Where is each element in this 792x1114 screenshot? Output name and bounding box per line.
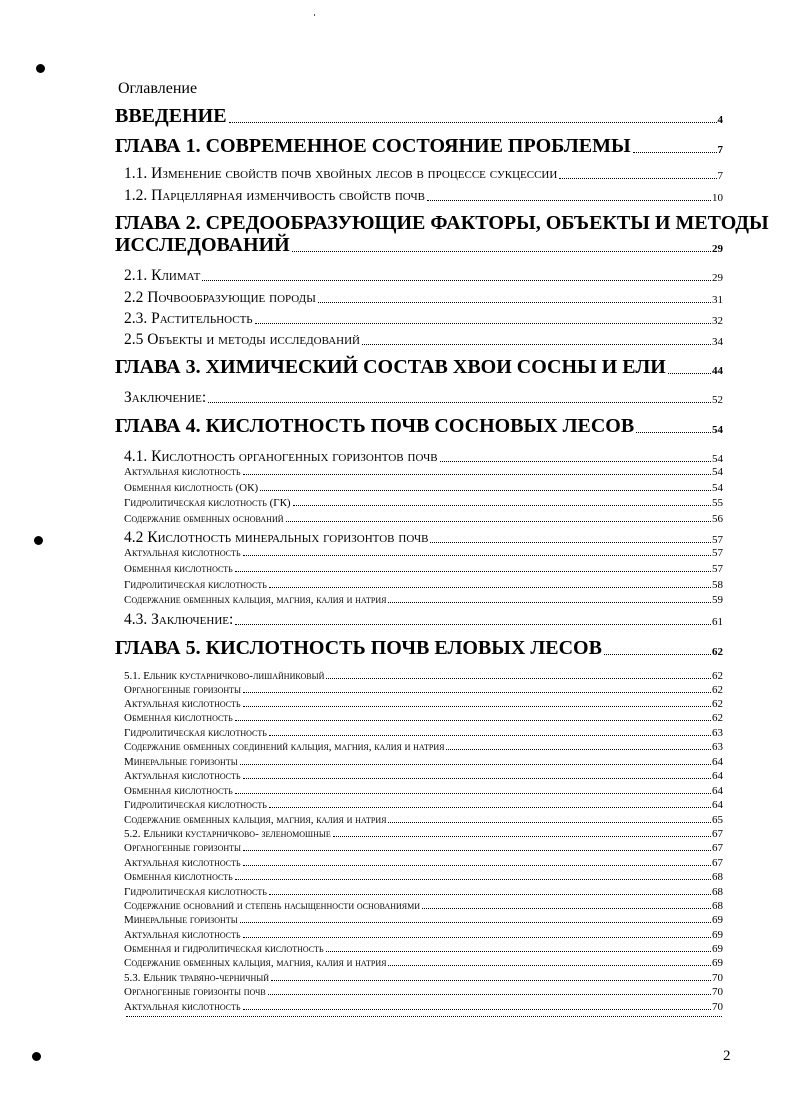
toc-entry-page: 10	[712, 191, 723, 204]
toc-dot-leader	[430, 542, 711, 543]
toc-dot-leader	[318, 302, 711, 303]
toc-dot-leader	[633, 152, 717, 153]
toc-dot-leader	[269, 807, 711, 808]
toc-entry-chapter[interactable]	[115, 416, 723, 436]
toc-entry-title: Гидролитическая кислотность	[124, 886, 267, 898]
toc-entry-page: 4	[717, 114, 723, 126]
toc-entry-title: 2.2 Почвообразующие породы	[124, 289, 316, 306]
toc-entry-subsection[interactable]	[124, 595, 723, 606]
binding-hole-top	[36, 64, 45, 73]
toc-entry-title: Минеральные горизонты	[124, 756, 238, 768]
toc-entry-subsection[interactable]	[124, 713, 723, 724]
toc-entry-page: 62	[712, 698, 723, 710]
toc-entry-title: 4.3. Заключение:	[124, 611, 234, 628]
toc-entry-page: 32	[712, 314, 723, 327]
toc-dot-leader	[422, 908, 711, 909]
toc-entry-section[interactable]	[124, 311, 723, 327]
toc-entry-page: 67	[712, 842, 723, 854]
toc-dot-leader	[326, 678, 711, 679]
toc-entry-subsection[interactable]	[124, 771, 723, 782]
toc-dot-leader	[668, 373, 711, 374]
toc-dot-leader	[243, 1009, 711, 1010]
toc-entry-section[interactable]	[124, 612, 723, 628]
toc-dot-leader	[229, 122, 717, 123]
toc-entry-page: 63	[712, 727, 723, 739]
toc-entry-chapter-line1[interactable]: ГЛАВА 2. СРЕДООБРАЗУЮЩИЕ ФАКТОРЫ, ОБЪЕКТЫ И МЕТОДЫ	[115, 212, 769, 234]
toc-entry-title: 4.1. Кислотность органогенных горизонтов почв	[124, 448, 438, 465]
toc-entry-page: 68	[712, 871, 723, 883]
toc-entry-page: 68	[712, 886, 723, 898]
toc-dot-leader	[440, 461, 711, 462]
toc-entry-title: Обменная кислотность (ОК)	[124, 482, 259, 494]
toc-heading: Оглавление	[118, 80, 198, 97]
toc-entry-page: 57	[712, 563, 723, 575]
toc-entry-subsection[interactable]	[124, 901, 723, 912]
toc-entry-section[interactable]	[124, 268, 723, 284]
toc-entry-page: 54	[712, 424, 723, 436]
toc-entry-page: 29	[712, 243, 723, 255]
toc-entry-title: Обменная кислотность	[124, 712, 233, 724]
toc-entry-page: 64	[712, 785, 723, 797]
binding-hole-bottom	[32, 1052, 41, 1061]
toc-dot-leader	[559, 178, 716, 179]
toc-entry-subsection[interactable]	[124, 564, 723, 575]
toc-entry-page: 68	[712, 900, 723, 912]
toc-entry-chapter[interactable]	[115, 106, 723, 126]
toc-entry-section[interactable]	[124, 188, 723, 204]
toc-entry-title: Актуальная кислотность	[124, 929, 241, 941]
toc-entry-subsection[interactable]	[124, 685, 723, 696]
toc-dot-leader	[269, 735, 711, 736]
toc-entry-subsection[interactable]	[124, 1002, 723, 1013]
toc-entry-page: 54	[712, 466, 723, 478]
toc-dot-leader	[235, 879, 711, 880]
toc-dot-leader	[446, 749, 711, 750]
toc-entry-subsection[interactable]	[124, 930, 723, 941]
toc-entry-page: 64	[712, 799, 723, 811]
toc-entry-subsection[interactable]	[124, 1016, 723, 1020]
toc-entry-title: 5.1. Ельник кустарничково-лишайниковый	[124, 670, 325, 682]
toc-dot-leader	[333, 836, 711, 837]
toc-dot-leader	[243, 555, 711, 556]
toc-entry-title: ГЛАВА 4. КИСЛОТНОСТЬ ПОЧВ СОСНОВЫХ ЛЕСОВ	[115, 415, 635, 437]
toc-entry-section[interactable]	[124, 290, 723, 306]
toc-entry-section[interactable]	[124, 449, 723, 465]
toc-entry-page: 31	[712, 293, 723, 306]
toc-dot-leader	[326, 951, 711, 952]
toc-entry-subsection[interactable]	[124, 728, 723, 739]
toc-entry-section[interactable]	[124, 332, 723, 348]
toc-entry-page: 67	[712, 828, 723, 840]
toc-entry-chapter[interactable]	[115, 136, 723, 156]
toc-entry-chapter[interactable]	[115, 235, 723, 255]
toc-entry-subsection[interactable]	[124, 915, 723, 926]
toc-entry-subsection[interactable]	[124, 498, 723, 509]
toc-entry-subsection[interactable]	[124, 699, 723, 710]
toc-entry-title: Гидролитическая кислотность	[124, 799, 267, 811]
toc-entry-chapter[interactable]	[115, 357, 723, 377]
toc-entry-title: Актуальная кислотность	[124, 698, 241, 710]
toc-entry-title: 5.3. Ельник травяно-черничный	[124, 972, 270, 984]
toc-entry-subsection[interactable]	[124, 858, 723, 869]
toc-entry-subsection[interactable]	[124, 742, 723, 753]
toc-dot-leader	[202, 280, 711, 281]
toc-entry-title: Актуальная кислотность	[124, 547, 241, 559]
toc-entry-page: 70	[712, 972, 723, 984]
toc-entry-title: Заключение:	[124, 389, 207, 406]
toc-entry-subsection[interactable]	[124, 987, 723, 998]
toc-entry-title: Содержание оснований и степень насыщенности основаниями	[124, 900, 421, 912]
binding-hole-middle	[34, 536, 43, 545]
toc-entry-subsection[interactable]	[124, 815, 723, 826]
toc-entry-title: Органогенные горизонты	[124, 684, 242, 696]
toc-entry-page: 64	[712, 770, 723, 782]
toc-entry-page: 61	[712, 615, 723, 628]
toc-dot-leader	[271, 980, 711, 981]
toc-dot-leader	[208, 402, 711, 403]
toc-entry-section[interactable]	[124, 390, 723, 406]
toc-entry-subsection[interactable]	[124, 973, 723, 984]
toc-dot-leader	[243, 474, 711, 475]
toc-entry-title: 1.2. Парцеллярная изменчивость свойств почв	[124, 187, 425, 204]
toc-entry-title: Актуальная кислотность	[124, 770, 241, 782]
toc-dot-leader	[240, 922, 711, 923]
toc-entry-title: ВВЕДЕНИЕ	[115, 105, 227, 127]
toc-entry-title: Актуальная кислотность	[124, 1001, 241, 1013]
toc-dot-leader	[362, 344, 711, 345]
toc-entry-title: Обменная кислотность	[124, 563, 233, 575]
toc-dot-leader	[240, 764, 711, 765]
toc-dot-leader	[604, 654, 711, 655]
toc-entry-page: 70	[712, 1001, 723, 1013]
toc-entry-subsection[interactable]	[124, 887, 723, 898]
toc-entry-subsection[interactable]	[124, 843, 723, 854]
toc-entry-page: 69	[712, 943, 723, 955]
toc-entry-page: 58	[712, 579, 723, 591]
toc-dot-leader	[269, 587, 711, 588]
toc-entry-title: 2.1. Климат	[124, 267, 201, 284]
toc-dot-leader	[243, 865, 711, 866]
toc-dot-leader	[235, 571, 711, 572]
toc-entry-subsection[interactable]	[124, 958, 723, 969]
toc-entry-subsection[interactable]	[124, 944, 723, 955]
toc-dot-leader	[292, 251, 711, 252]
toc-entry-title: Содержание обменных соединений кальция, магния, калия и натрия	[124, 741, 445, 753]
toc-dot-leader	[636, 432, 711, 433]
toc-entry-subsection[interactable]	[124, 671, 723, 682]
toc-entry-page: 7	[717, 169, 723, 182]
toc-entry-page: 7	[717, 144, 723, 156]
toc-entry-page: 44	[712, 365, 723, 377]
toc-entry-page: 54	[712, 482, 723, 494]
toc-entry-page: 56	[712, 513, 723, 525]
toc-entry-title: Содержание обменных кальция, магния, калия и натрия	[124, 814, 387, 826]
toc-dot-leader	[260, 490, 711, 491]
toc-dot-leader	[235, 720, 711, 721]
toc-entry-subsection[interactable]	[124, 467, 723, 478]
toc-entry-title: Актуальная кислотность	[124, 466, 241, 478]
toc-dot-leader	[388, 965, 711, 966]
toc-entry-title: ИССЛЕДОВАНИЙ	[115, 234, 290, 256]
toc-entry-title: Обменная кислотность	[124, 785, 233, 797]
toc-entry-title: 1.1. Изменение свойств почв хвойных лесов в процессе сукцессии	[124, 165, 558, 182]
toc-entry-subsection[interactable]	[124, 483, 723, 494]
toc-dot-leader	[427, 200, 711, 201]
toc-entry-page: 65	[712, 814, 723, 826]
toc-dot-leader	[243, 937, 711, 938]
toc-entry-page: 57	[712, 533, 723, 546]
toc-dot-leader	[235, 624, 711, 625]
toc-entry-page: 64	[712, 756, 723, 768]
toc-entry-title: Гидролитическая кислотность	[124, 727, 267, 739]
toc-dot-leader	[268, 994, 711, 995]
toc-entry-page: 62	[712, 712, 723, 724]
toc-entry-subsection[interactable]	[124, 829, 723, 840]
toc-entry-title: Содержание обменных кальция, магния, калия и натрия	[124, 594, 387, 606]
toc-entry-title: Органогенные горизонты	[124, 842, 242, 854]
toc-entry-chapter[interactable]	[115, 638, 723, 658]
scan-speck	[314, 14, 315, 16]
toc-entry-title: Содержание обменных оснований	[124, 513, 284, 525]
toc-entry-page: 69	[712, 957, 723, 969]
toc-entry-page: 62	[712, 670, 723, 682]
toc-entry-title: 4.2 Кислотность минеральных горизонтов почв	[124, 529, 429, 546]
toc-dot-leader	[388, 822, 711, 823]
toc-entry-subsection[interactable]	[124, 786, 723, 797]
toc-entry-title: 2.3. Растительность	[124, 310, 253, 327]
toc-entry-title: Обменная и гидролитическая кислотность	[124, 943, 324, 955]
toc-entry-title: Актуальная кислотность	[124, 857, 241, 869]
toc-entry-page: 52	[712, 393, 723, 406]
toc-entry-title: ГЛАВА 1. СОВРЕМЕННОЕ СОСТОЯНИЕ ПРОБЛЕМЫ	[115, 135, 631, 157]
toc-entry-title: 5.2. Ельники кустарничково- зеленомошные	[124, 828, 331, 840]
toc-entry-subsection[interactable]	[124, 548, 723, 559]
toc-dot-leader	[243, 850, 711, 851]
toc-dot-leader	[235, 793, 711, 794]
toc-dot-leader	[243, 706, 711, 707]
toc-dot-leader	[388, 602, 711, 603]
toc-entry-page: 59	[712, 594, 723, 606]
toc-dot-leader	[255, 323, 711, 324]
toc-entry-page: 62	[712, 646, 723, 658]
toc-dot-leader	[243, 778, 711, 779]
toc-entry-title: 2.5 Объекты и методы исследований	[124, 331, 361, 348]
page-number: 2	[723, 1048, 731, 1064]
toc-entry-subsection[interactable]	[124, 757, 723, 768]
toc-dot-leader	[286, 521, 711, 522]
toc-entry-subsection[interactable]	[124, 514, 723, 525]
toc-entry-page: 34	[712, 335, 723, 348]
toc-entry-page: 63	[712, 741, 723, 753]
toc-entry-title: Гидролитическая кислотность	[124, 579, 267, 591]
toc-entry-subsection[interactable]	[124, 872, 723, 883]
toc-dot-leader	[243, 692, 711, 693]
toc-entry-title: Минеральные горизонты	[124, 914, 238, 926]
toc-dot-leader	[293, 505, 711, 506]
toc-entry-section[interactable]	[124, 166, 723, 182]
toc-dot-leader	[269, 894, 711, 895]
toc-entry-page: 55	[712, 497, 723, 509]
toc-entry-page: 67	[712, 857, 723, 869]
toc-entry-subsection[interactable]	[124, 800, 723, 811]
toc-entry-title: ГЛАВА 3. ХИМИЧЕСКИЙ СОСТАВ ХВОИ СОСНЫ И ЕЛИ	[115, 356, 666, 378]
toc-entry-page: 29	[712, 271, 723, 284]
toc-entry-page: 57	[712, 547, 723, 559]
toc-entry-page: 69	[712, 929, 723, 941]
toc-entry-section[interactable]	[124, 530, 723, 546]
toc-entry-page: 69	[712, 914, 723, 926]
toc-entry-page: 70	[712, 986, 723, 998]
toc-entry-title: ГЛАВА 5. КИСЛОТНОСТЬ ПОЧВ ЕЛОВЫХ ЛЕСОВ	[115, 637, 602, 659]
toc-dot-leader	[126, 1016, 722, 1017]
toc-entry-subsection[interactable]	[124, 580, 723, 591]
toc-entry-page: 62	[712, 684, 723, 696]
toc-entry-title: Содержание обменных кальция, магния, калия и натрия	[124, 957, 387, 969]
toc-entry-title: Гидролитическая кислотность (ГК)	[124, 497, 291, 509]
toc-entry-page: 54	[712, 452, 723, 465]
toc-entry-title: Органогенные горизонты почв	[124, 986, 266, 998]
toc-entry-title: Обменная кислотность	[124, 871, 233, 883]
